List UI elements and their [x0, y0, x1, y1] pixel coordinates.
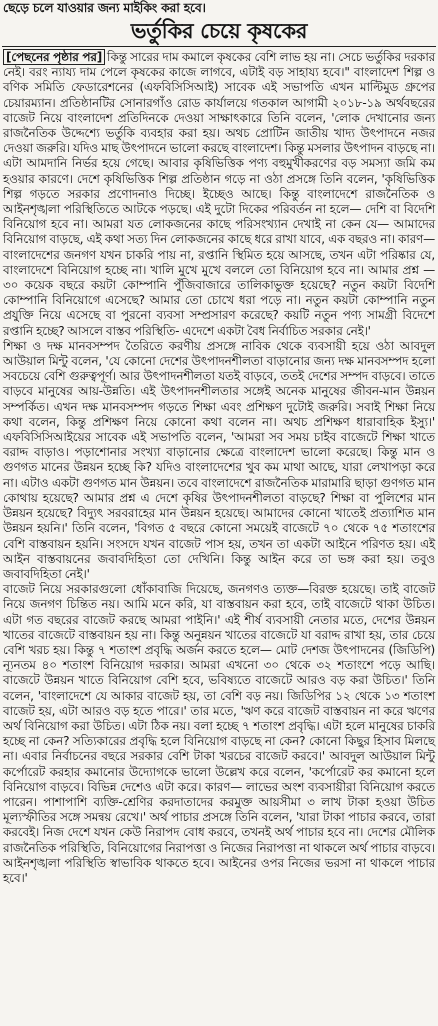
- article-paragraph-2: শিক্ষা ও দক্ষ মানবসম্পদ তৈরিতে করণীয় প্রসঙ্গে নাবিক থেকে ব্যবসায়ী হয়ে ওঠা আবদুল আউয়াল মিন্টু বলেন, 'যে কোনো দেশের উৎপাদনশীলতা বাড়ানোর জন্য দক্ষ মানবসম্পদ হলো সবচেয়ে বেশি গুরুত্বপূর্ণ। আর উৎপাদনশীলতা যতই বাড়বে, ততই দেশের সম্পদ বাড়বে। তাতে বাড়বে মানুষের আয়-উন্নতি। এই উৎপাদনশীলতার সঙ্গেই অনেক মানুষের জীবন-মান উন্নয়ন সম্পর্কিত। এখন দক্ষ মানবসম্পদ গড়তে শিক্ষা এবং প্রশিক্ষণ দুটোই জরুরি। সবাই শিক্ষা নিয়ে কথা বলেন, কিন্তু প্রশিক্ষণ নিয়ে কোনো কথা বলেন না। অথচ প্রশিক্ষণ ধারাবাহিক ইস্যু।' এফবিসিসিআইয়ের সাবেক এই সভাপতি বলেন, 'আমরা সব সময় চাইব বাজেটে শিক্ষা খাতে বরাদ্দ বাড়াও। পড়াশোনার সংখ্যা বাড়ানোর ক্ষেত্রে বাংলাদেশ ভালো করেছে। কিন্তু মান ও গুণগত মানের উন্নয়ন হচ্ছে কি? যদিও বাংলাদেশের খুব কম মাথা আছে, যারা লেখাপড়া করে না। এটাও একটা গুণগত মান উন্নয়ন। তবে বাংলাদেশে রাজনৈতিক মারামারি ছাড়া গুণগত মান কোথায় হয়েছে? আমার প্রশ্ন এ দেশে কৃষির উৎপাদনশীলতা বাড়ছে? শিক্ষা বা পুলিশের মান উন্নয়ন হয়েছে? বিদ্যুৎ সরবরাহের মান উন্নয়ন হয়েছে। আমাদের কোনো খাতেই প্রত্যাশিত মান উন্নয়ন হয়নি।' তিনি বলেন, 'বিগত ৫ বছরে কোনো সময়েই বাজেটে ৭০ থেকে ৭৫ শতাংশের বেশি বাস্তবায়ন হয়নি। সংসদে যখন বাজেট পাস হয়, তখন তা একটা আইনে পরিণত হয়। এই আইন বাস্তবায়নের জবাবদিহিতা তো দেখিনি। কিন্তু আইন করে তা ভঙ্গ করা হয়। তবুও জবাবদিহিতা নেই।': [3, 338, 435, 581]
- article-paragraph-3: বাজেট নিয়ে সরকারগুলো ধোঁকাবাজি দিয়েছে, জনগণও ত্যক্ত—বিরক্ত হয়েছে। তাই বাজেট নিয়ে জনগণ চিন্তিত নয়। আমি মনে করি, যা বাস্তবায়ন করা হবে, তাই বাজেটে থাকা উচিত। এটা গত বছরের বাজেট করছে আমরা পাইনি।' এই শীর্ষ ব্যবসায়ী নেতার মতে, দেশের উন্নয়ন খাতের বাজেটে বাস্তবায়ন হয় না। কিন্তু অনুন্নয়ন খাতের বাজেটে যা বরাদ্দ রাখা হয়, তার চেয়ে বেশি খরচ হয়। কিন্তু ৭ শতাংশ প্রবৃদ্ধি অর্জন করতে হলে— মোট দেশজ উৎপাদনের (জিডিপি) ন্যূনতম ৪০ শতাংশ বিনিয়োগ দরকার। আমরা এখনো ৩০ থেকে ৩২ শতাংশে পড়ে আছি। বাজেটে উন্নয়ন খাতে বিনিয়োগ বেশি হবে, ভবিষ্যতে বাজেটে আরও বড় করা উচিত।' তিনি বলেন, 'বাংলাদেশে যে আকার বাজেট হয়, তা বেশি বড় নয়। জিডিপির ১২ থেকে ১৩ শতাংশ বাজেট হয়, এটা আরও বড় হতে পারে।' তার মতে, 'ঋণ করে বাজেট বাস্তবায়ন না করে ঋণের অর্থ বিনিয়োগ করা উচিত। এটা ঠিক নয়। বলা হচ্ছে ৭ শতাংশ প্রবৃদ্ধি। এটা হলে মানুষের চাকরি হচ্ছে না কেন? সত্যিকারের প্রবৃদ্ধি হলে বিনিয়োগ বাড়ছে না কেন? কোনো কিছুর হিসাব মিলছে না। এবার নির্বাচনের বছরে সরকার বেশি টাকা খরচের বাজেট করবে।' আবদুল আউয়াল মিন্টু কর্পোরেট করহার কমানোর উদ্যোগকে ভালো উল্লেখ করে বলেন, 'কর্পোরেট কর কমানো হলে বিনিয়োগ বাড়বে। বিভিন্ন দেশেও এটা করে। কারণ— লাভের অংশ ব্যবসায়ীরা বিনিয়োগ করতে পারেন। পাশাপাশি ব্যক্তি-শ্রেণির করদাতাদের করমুক্ত আয়সীমা ৩ লাখ টাকা হওয়া উচিত মূল্যস্ফীতির সঙ্গে সমন্বয় রেখে।' অর্থ পাচার প্রসঙ্গে তিনি বলেন, 'যারা টাকা পাচার করবে, তারা করবেই। নিজ দেশে যখন কেউ নিরাপদ বোধ করবে, তখনই অর্থ পাচার হবে না। দেশের মৌলিক রাজনৈতিক পরিস্থিতি, বিনিয়োগের নিরাপত্তা ও নিজের নিরাপত্তা না থাকলে অর্থ পাচার বাড়বে। আইনশৃঙ্খলা পরিস্থিতি স্বাভাবিক থাকতে হবে। আইনের ওপর নিজের ভরসা না থাকলে পাচার হবে।': [3, 582, 435, 885]
- previous-article-last-line: ছেড়ে চলে যাওয়ার জন্য মাইকিং করা হবে।: [3, 1, 206, 15]
- article-paragraph-1: [3, 50, 435, 339]
- jump-tag: [পেছনের পৃষ্ঠার পর]: [3, 49, 105, 65]
- article-headline: ভর্তুকির চেয়ে কৃষকের: [130, 18, 308, 43]
- article-body: [3, 50, 435, 886]
- headline-divider: [2, 46, 436, 47]
- paragraph-text: কিন্তু সারের দাম কমালে কৃষকের বেশি লাভ হয় না। সেচে ভর্তুকির দরকার নেই। বরং ন্যায্য দাম পেলে কৃষকের কাজে লাগবে, এটাই বড় সাহায্য হবে।" বাংলাদেশ শিল্প ও বণিক সমিতি ফেডারেশনের (এফবিসিসিআই) সাবেক এই সভাপতি এখন মাল্টিমুড গ্রুপের চেয়ারম্যান। প্রতিষ্ঠানটির সোনারগাঁও রোড কার্যালয়ে গতকাল আগামী ২০১৮-১৯ অর্থবছরের বাজেট নিয়ে বাংলাদেশ প্রতিদিনকে দেওয়া সাক্ষাৎকারে তিনি বলেন, 'লোক দেখানোর জন্য রাজনৈতিক উদ্দেশ্যে ভর্তুকি ব্যবহার করা হয়। অথচ প্রোটিন জাতীয় খাদ্য উৎপাদনে নজর দেওয়া জরুরি। যদিও মাছ উৎপাদনে ভালো করছে বাংলাদেশ। কিন্তু মসলার উৎপাদন বাড়ছে না। এটা আমদানি নির্ভর হয়ে গেছে। আবার কৃষিভিত্তিক পণ্য বহুমুখীকরণের বড় সমস্যা জমি কম হওয়ার কারণে। দেশে কৃষিভিত্তিক শিল্প প্রতিষ্ঠান গড়ে না ওঠা প্রসঙ্গে তিনি বলেন, 'কৃষিভিত্তিক শিল্প গড়তে সরকার প্রণোদনাও দিচ্ছে। ইচ্ছেও আছে। কিন্তু বাংলাদেশে রাজনৈতিক ও আইনশৃঙ্খলা পরিস্থিতিতে আটকে পড়ছে। এই দুটো দিকের পরিবর্তন না হলে— দেশি বা বিদেশি বিনিয়োগ হবে না। আমরা যত লোকজনের কাছে পরিসংখ্যান দেখাই না কেন যে— আমাদের বিনিয়োগ বাড়ছে, এই কথা সত্য দিন লোকজনের কাছে ধরে রাখা যাবে, এক বছরও না। কারণ— বাংলাদেশের জনগণ যখন চাকরি পায় না, রপ্তানি স্থিমিত হয়ে আসছে, তখন এটা পরিষ্কার যে, বাংলাদেশে বিনিয়োগ হচ্ছে না। খালি মুখে মুখে বললে তো বিনিয়োগ হবে না। আমার প্রশ্ন — ৩০ কয়েক বছরে কয়টা কোম্পানি পুঁজিবাজারে তালিকাভুক্ত হয়েছে? নতুন কয়টা বিদেশি কোম্পানি বিনিয়োগে এসেছে? আমার তো চোখে ধরা পড়ে না। নতুন কয়টা কোম্পানি নতুন প্রযুক্তি নিয়ে এসেছে বা পুরনো ব্যবসা সম্প্রসারণ করেছে? কয়টি নতুন পণ্য সামগ্রী বিদেশে রপ্তানি হচ্ছে? আসলে বাস্তব পরিস্থিতি- এদেশে একটা বৈধ নির্বাচিত সরকার নেই।': [3, 50, 436, 338]
